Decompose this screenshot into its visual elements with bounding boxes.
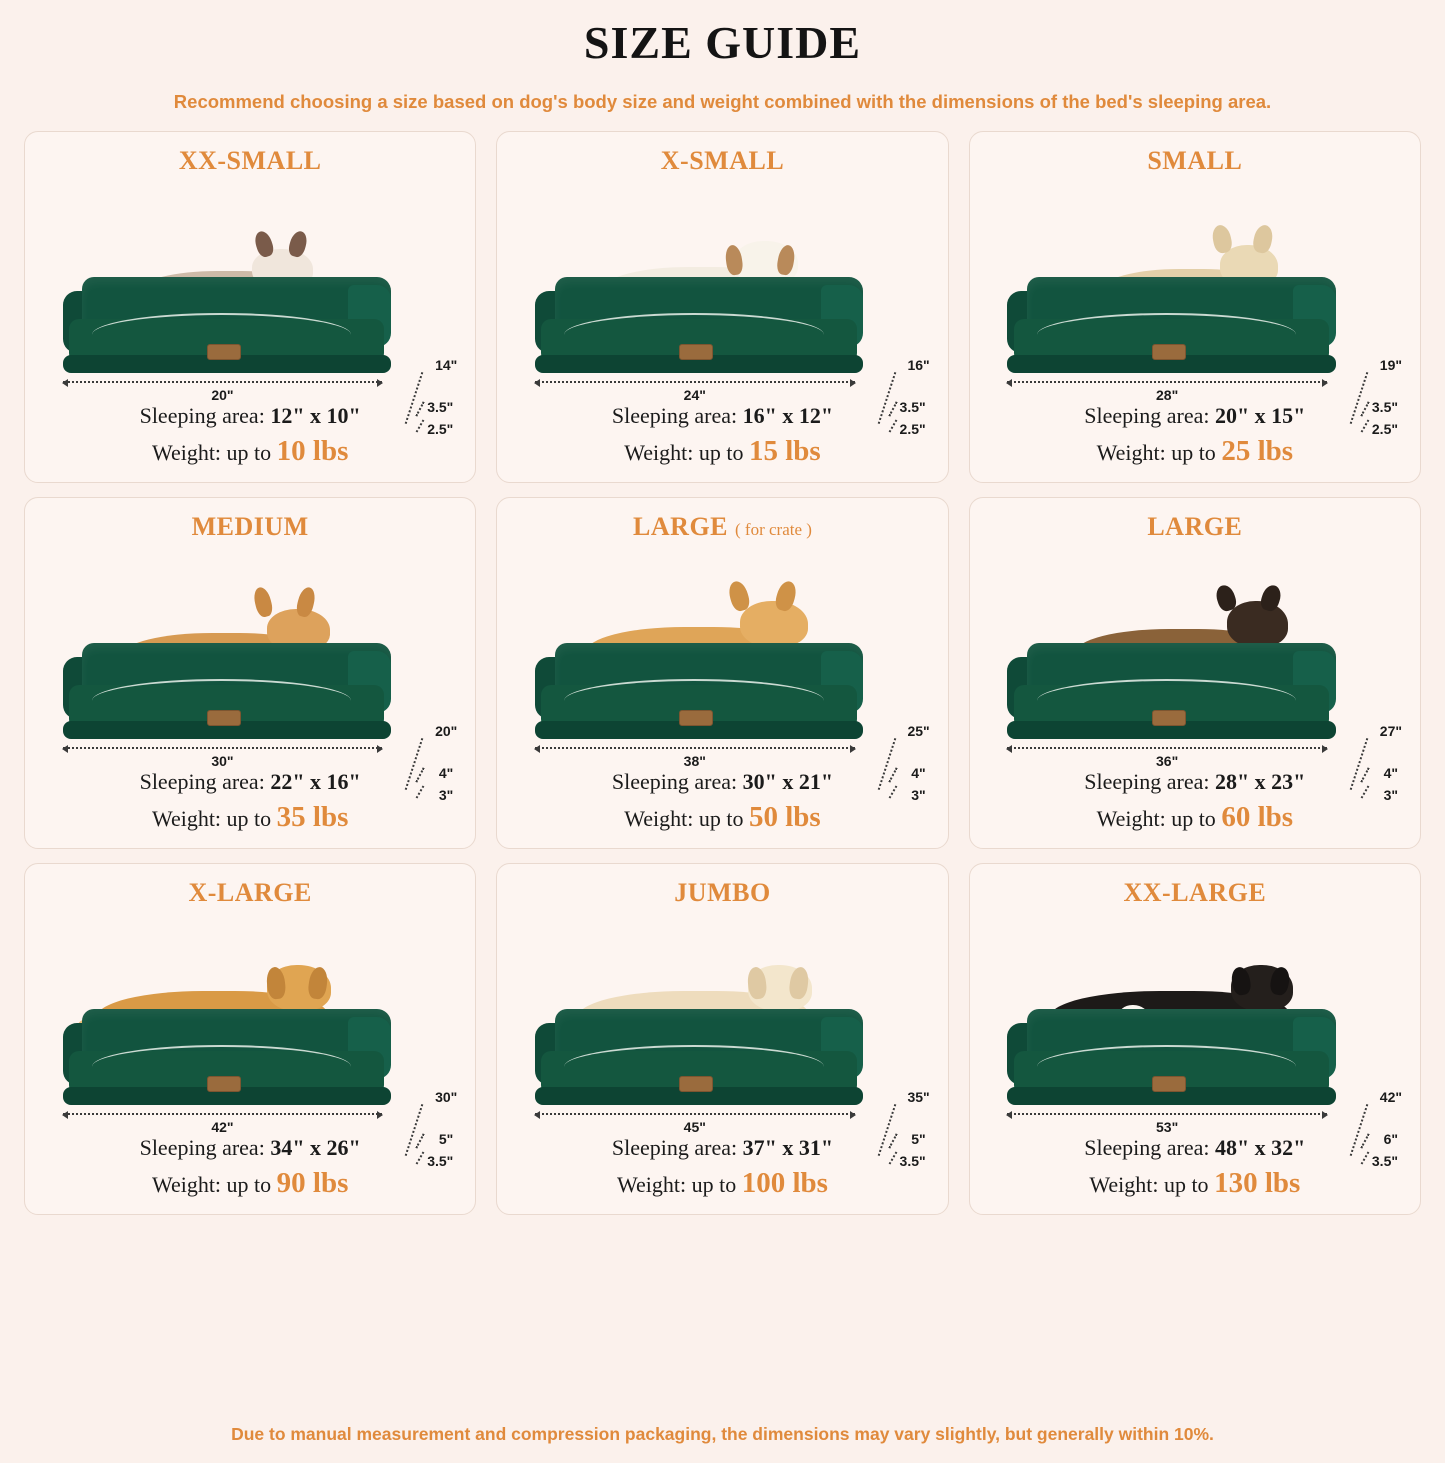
- size-card: [969, 131, 1421, 483]
- dim-mid-height: 3.5": [899, 398, 926, 415]
- dim-width-line: [1007, 381, 1327, 383]
- dim-width-label: 20": [211, 386, 234, 403]
- weight-value: 60 lbs: [1221, 800, 1294, 833]
- card-specs: [509, 769, 935, 834]
- weight-value: 130 lbs: [1214, 1166, 1301, 1199]
- dim-total-height: 30": [435, 1088, 458, 1105]
- dim-low-height: 3": [438, 786, 454, 803]
- sleeping-area-row: [509, 1135, 935, 1161]
- sleeping-area-value: 30" x 21": [742, 768, 834, 794]
- bed-brand-tag: [1152, 344, 1186, 360]
- bed-brand-tag: [679, 710, 713, 726]
- sleeping-area-value: 16" x 12": [742, 402, 834, 428]
- card-title: [509, 878, 935, 908]
- dim-low-height: 3.5": [1371, 1152, 1398, 1169]
- sleeping-area-row: [509, 403, 935, 429]
- card-size-name: XX-LARGE: [1123, 877, 1267, 907]
- weight-row: [982, 435, 1408, 468]
- sleeping-area-label: Sleeping area:: [1084, 768, 1215, 794]
- card-specs: [37, 769, 463, 834]
- bed-brand-tag: [1152, 1076, 1186, 1092]
- weight-row: [37, 801, 463, 834]
- sleeping-area-label: Sleeping area:: [611, 402, 743, 428]
- dim-total-height: 42": [1379, 1088, 1402, 1105]
- dim-total-height: 19": [1379, 356, 1402, 373]
- dim-width-label: 24": [683, 386, 706, 403]
- weight-label: Weight: up to: [1096, 805, 1222, 831]
- sleeping-area-label: Sleeping area:: [611, 768, 743, 794]
- dim-width-line: [63, 381, 383, 383]
- dim-width-line: [535, 1113, 855, 1115]
- sleeping-area-value: 20" x 15": [1214, 402, 1306, 428]
- dim-width-line: [535, 747, 855, 749]
- weight-value: 25 lbs: [1221, 434, 1294, 467]
- size-card: [969, 863, 1421, 1215]
- sleeping-area-value: 28" x 23": [1214, 768, 1306, 794]
- bed-brand-tag: [679, 1076, 713, 1092]
- size-card-grid: [24, 131, 1421, 1215]
- weight-label: Weight: up to: [617, 1171, 742, 1197]
- dim-total-height: 16": [907, 356, 930, 373]
- card-size-name: LARGE: [633, 511, 729, 541]
- dim-mid-height: 6": [1383, 1130, 1398, 1147]
- weight-label: Weight: up to: [1096, 439, 1222, 465]
- bed-brand-tag: [1152, 710, 1186, 726]
- card-title: [982, 512, 1408, 542]
- dim-total-height: 27": [1379, 722, 1402, 739]
- card-size-name: X-SMALL: [660, 145, 785, 175]
- dim-width-label: 30": [211, 752, 234, 769]
- dim-mid-height: 5": [911, 1130, 926, 1147]
- weight-label: Weight: up to: [624, 805, 749, 831]
- sleeping-area-row: [982, 1135, 1408, 1161]
- dog-bed: [1007, 1009, 1335, 1105]
- card-title: [982, 146, 1408, 176]
- bed-brand-tag: [679, 344, 713, 360]
- sleeping-area-value: 12" x 10": [270, 402, 361, 428]
- weight-value: 35 lbs: [276, 800, 349, 833]
- card-title: [509, 512, 935, 542]
- weight-row: [982, 1167, 1408, 1200]
- card-title: [37, 512, 463, 542]
- card-size-name: MEDIUM: [191, 511, 309, 541]
- dim-width-label: 38": [683, 752, 706, 769]
- dim-low-height: 2.5": [899, 420, 926, 437]
- size-card: [24, 131, 476, 483]
- weight-label: Weight: up to: [624, 439, 749, 465]
- card-size-name: JUMBO: [674, 877, 771, 907]
- size-card: [496, 131, 948, 483]
- sleeping-area-value: 22" x 16": [270, 768, 361, 794]
- sleeping-area-row: [37, 1135, 463, 1161]
- page-subtitle: Recommend choosing a size based on dog's body size and weight combined with the dimensions of the bed's sleeping area.: [173, 90, 1272, 112]
- dim-low-height: 2.5": [1371, 420, 1398, 437]
- dim-mid-height: 4": [911, 764, 926, 781]
- weight-row: [509, 1167, 935, 1200]
- weight-label: Weight: up to: [151, 805, 277, 831]
- dim-total-height: 14": [435, 356, 458, 373]
- dim-low-height: 3": [911, 786, 926, 803]
- weight-row: [509, 435, 935, 468]
- size-guide-page: [0, 18, 1445, 1463]
- dim-width-line: [63, 747, 383, 749]
- page-title: SIZE GUIDE: [583, 17, 862, 68]
- weight-row: [509, 801, 935, 834]
- dog-bed: [1007, 643, 1335, 739]
- sleeping-area-label: Sleeping area:: [139, 1134, 271, 1160]
- bed-brand-tag: [207, 1076, 241, 1092]
- sleeping-area-label: Sleeping area:: [139, 402, 271, 428]
- sleeping-area-row: [982, 403, 1408, 429]
- sleeping-area-row: [37, 403, 463, 429]
- sleeping-area-label: Sleeping area:: [139, 768, 271, 794]
- weight-value: 10 lbs: [276, 434, 349, 467]
- card-size-name: SMALL: [1147, 145, 1243, 175]
- dim-mid-height: 4": [1383, 764, 1398, 781]
- size-card: [969, 497, 1421, 849]
- dim-mid-height: 5": [438, 1130, 454, 1147]
- dim-width-label: 53": [1156, 1118, 1179, 1135]
- dog-bed: [63, 277, 391, 373]
- card-specs: [982, 769, 1408, 834]
- sleeping-area-value: 34" x 26": [270, 1134, 361, 1160]
- weight-value: 50 lbs: [748, 800, 821, 833]
- dim-mid-height: 4": [438, 764, 454, 781]
- sleeping-area-row: [982, 769, 1408, 795]
- dim-low-height: 3": [1383, 786, 1398, 803]
- bed-brand-tag: [207, 710, 241, 726]
- dim-mid-height: 3.5": [1371, 398, 1398, 415]
- disclaimer-note: Due to manual measurement and compression packaging, the dimensions may vary slightly, but generally within 10%.: [231, 1424, 1214, 1444]
- weight-row: [982, 801, 1408, 834]
- sleeping-area-label: Sleeping area:: [1084, 402, 1215, 428]
- dim-total-height: 25": [907, 722, 930, 739]
- weight-row: [37, 435, 463, 468]
- weight-row: [37, 1167, 463, 1200]
- dog-bed: [1007, 277, 1335, 373]
- dim-mid-height: 3.5": [427, 398, 454, 415]
- dim-low-height: 2.5": [427, 420, 454, 437]
- card-specs: [509, 403, 935, 468]
- weight-value: 100 lbs: [741, 1166, 828, 1199]
- sleeping-area-row: [37, 769, 463, 795]
- size-card: [496, 863, 948, 1215]
- weight-value: 90 lbs: [276, 1166, 349, 1199]
- weight-label: Weight: up to: [1089, 1171, 1215, 1197]
- sleeping-area-label: Sleeping area:: [1084, 1134, 1215, 1160]
- dog-bed: [63, 643, 391, 739]
- card-title: [509, 146, 935, 176]
- dog-bed: [535, 643, 863, 739]
- dim-total-height: 35": [907, 1088, 930, 1105]
- dim-width-line: [1007, 1113, 1327, 1115]
- card-specs: [37, 1135, 463, 1200]
- sleeping-area-label: Sleeping area:: [611, 1134, 743, 1160]
- dim-width-line: [1007, 747, 1327, 749]
- dim-low-height: 3.5": [427, 1152, 454, 1169]
- dim-width-label: 45": [683, 1118, 706, 1135]
- card-title: [37, 146, 463, 176]
- dim-width-line: [535, 381, 855, 383]
- dim-low-height: 3.5": [899, 1152, 926, 1169]
- size-card: [496, 497, 948, 849]
- sleeping-area-row: [509, 769, 935, 795]
- dog-bed: [535, 1009, 863, 1105]
- card-size-name: XX-SMALL: [178, 145, 322, 175]
- weight-value: 15 lbs: [748, 434, 821, 467]
- dog-bed: [63, 1009, 391, 1105]
- weight-label: Weight: up to: [151, 439, 277, 465]
- dim-width-label: 36": [1156, 752, 1179, 769]
- card-specs: [982, 403, 1408, 468]
- sleeping-area-value: 37" x 31": [742, 1134, 834, 1160]
- card-size-name: X-LARGE: [188, 877, 312, 907]
- weight-label: Weight: up to: [151, 1171, 277, 1197]
- sleeping-area-value: 48" x 32": [1214, 1134, 1306, 1160]
- size-card: [24, 497, 476, 849]
- dim-width-label: 42": [211, 1118, 234, 1135]
- card-specs: [982, 1135, 1408, 1200]
- card-specs: [509, 1135, 935, 1200]
- dim-total-height: 20": [435, 722, 458, 739]
- dog-bed: [535, 277, 863, 373]
- dim-width-line: [63, 1113, 383, 1115]
- card-size-name: LARGE: [1147, 511, 1243, 541]
- dim-width-label: 28": [1156, 386, 1179, 403]
- card-size-note: ( for crate ): [735, 519, 812, 539]
- bed-brand-tag: [207, 344, 241, 360]
- card-title: [37, 878, 463, 908]
- card-title: [982, 878, 1408, 908]
- card-specs: [37, 403, 463, 468]
- size-card: [24, 863, 476, 1215]
